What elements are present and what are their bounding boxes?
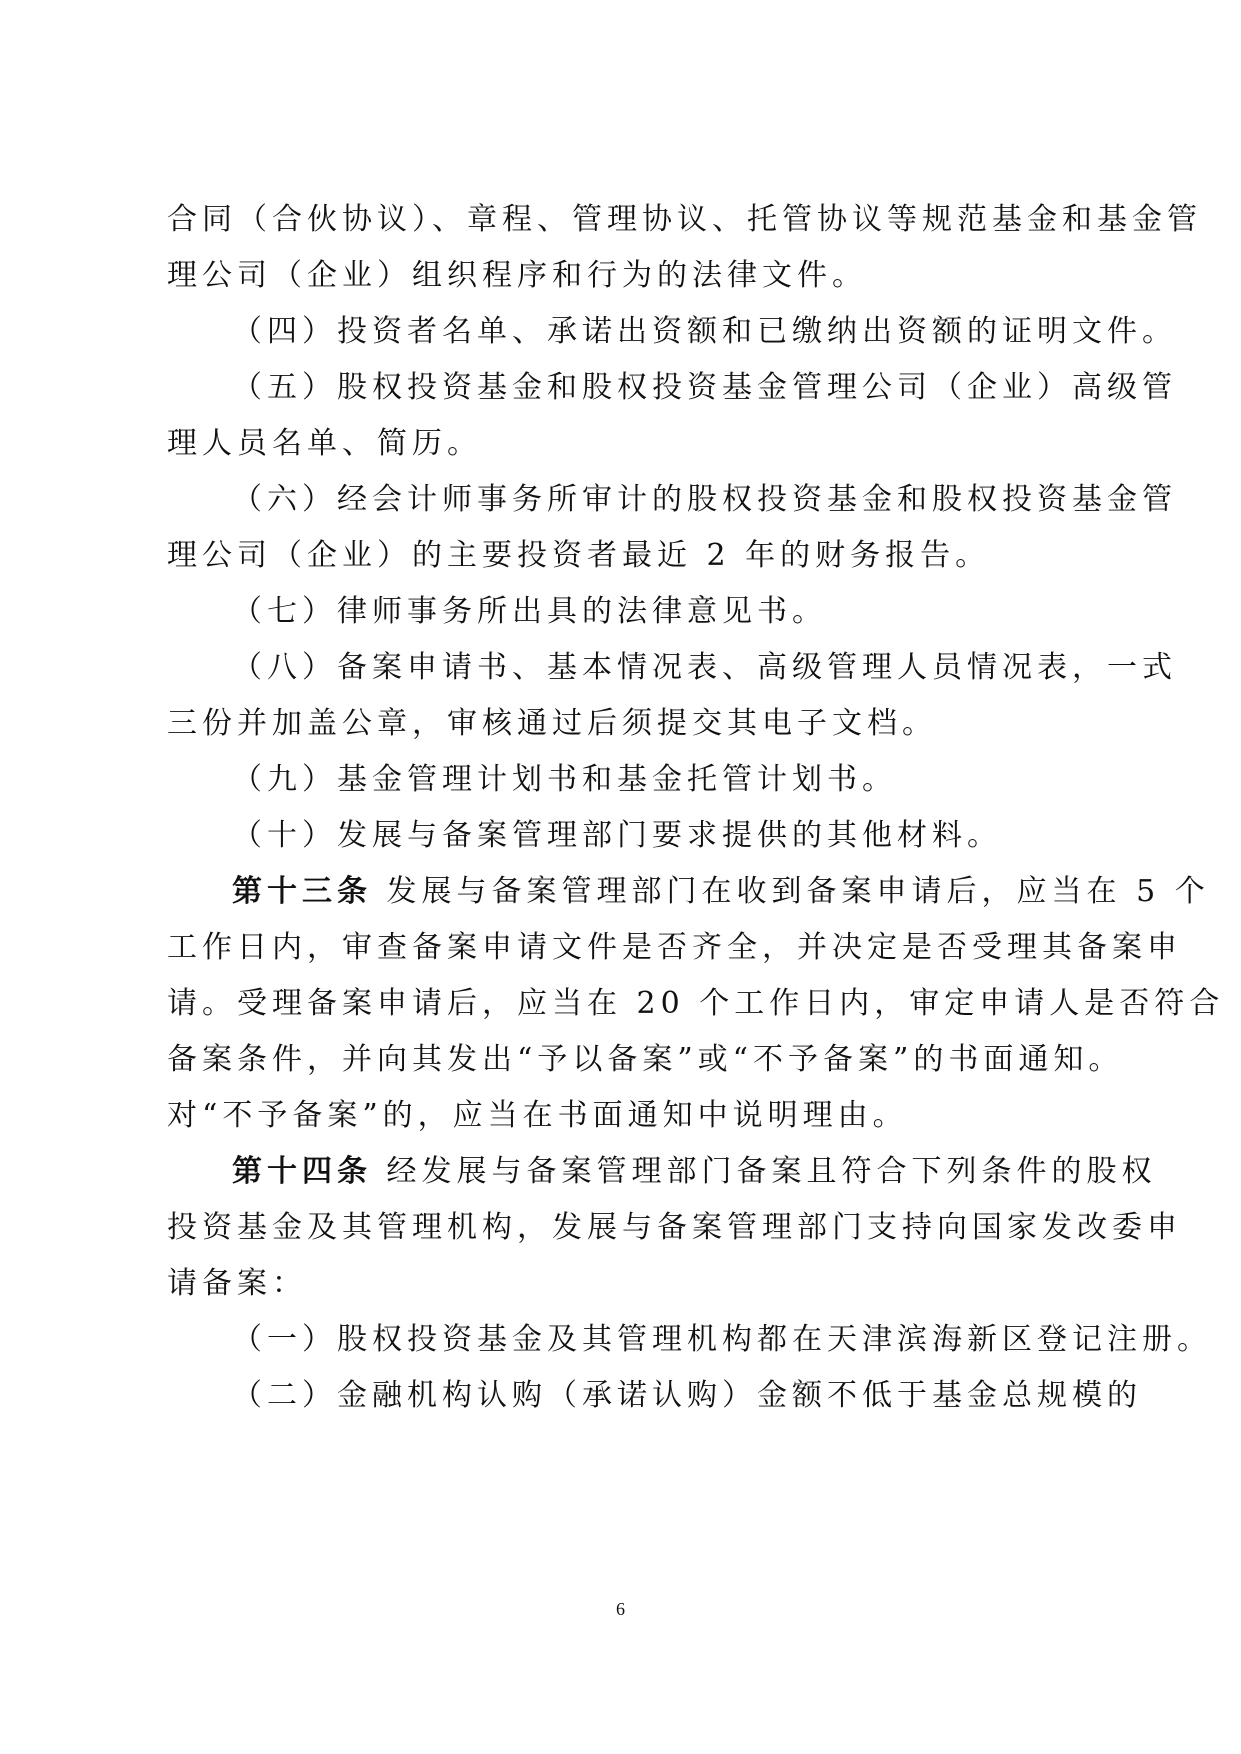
article-14-heading: 第十四条 [232, 1154, 372, 1189]
list-item-9: （九）基金管理计划书和基金托管计划书。 [232, 762, 897, 797]
text-line: 理公司（企业）的主要投资者最近 2 年的财务报告。 [167, 538, 991, 573]
text-line: 备案条件，并向其发出“予以备案”或“不予备案”的书面通知。 [167, 1042, 1124, 1077]
list-item-6: （六）经会计师事务所审计的股权投资基金和股权投资基金管 [232, 482, 1177, 517]
article-13-heading: 第十三条 [232, 874, 372, 909]
article-13-text: 发展与备案管理部门在收到备案申请后，应当在 5 个 [386, 874, 1210, 909]
list-item-7: （七）律师事务所出具的法律意见书。 [232, 594, 827, 629]
text-line: 理公司（企业）组织程序和行为的法律文件。 [167, 258, 867, 293]
text-line: 合同（合伙协议）、章程、管理协议、托管协议等规范基金和基金管 [167, 202, 1202, 237]
text-line: 三份并加盖公章，审核通过后须提交其电子文档。 [167, 706, 937, 741]
article-14-text: 经发展与备案管理部门备案且符合下列条件的股权 [386, 1154, 1157, 1189]
list-item-8: （八）备案申请书、基本情况表、高级管理人员情况表，一式 [232, 650, 1177, 685]
list-item-10: （十）发展与备案管理部门要求提供的其他材料。 [232, 818, 1002, 853]
condition-item-2: （二）金融机构认购（承诺认购）金额不低于基金总规模的 [232, 1378, 1142, 1413]
article-14-first-line [232, 1152, 1157, 1192]
text-line: 工作日内，审查备案申请文件是否齐全，并决定是否受理其备案申 [167, 930, 1182, 965]
article-13-first-line [232, 872, 1210, 912]
text-line: 投资基金及其管理机构，发展与备案管理部门支持向国家发改委申 [167, 1210, 1182, 1245]
text-line: 理人员名单、简历。 [167, 426, 482, 461]
page-number: 6 [616, 1599, 625, 1619]
list-item-5: （五）股权投资基金和股权投资基金管理公司（企业）高级管 [232, 370, 1177, 405]
text-line: 请备案： [167, 1266, 307, 1301]
text-line: 请。受理备案申请后，应当在 20 个工作日内，审定申请人是否符合 [167, 986, 1225, 1021]
text-line: 对“不予备案”的，应当在书面通知中说明理由。 [167, 1098, 908, 1133]
condition-item-1: （一）股权投资基金及其管理机构都在天津滨海新区登记注册。 [232, 1322, 1212, 1357]
list-item-4: （四）投资者名单、承诺出资额和已缴纳出资额的证明文件。 [232, 314, 1177, 349]
